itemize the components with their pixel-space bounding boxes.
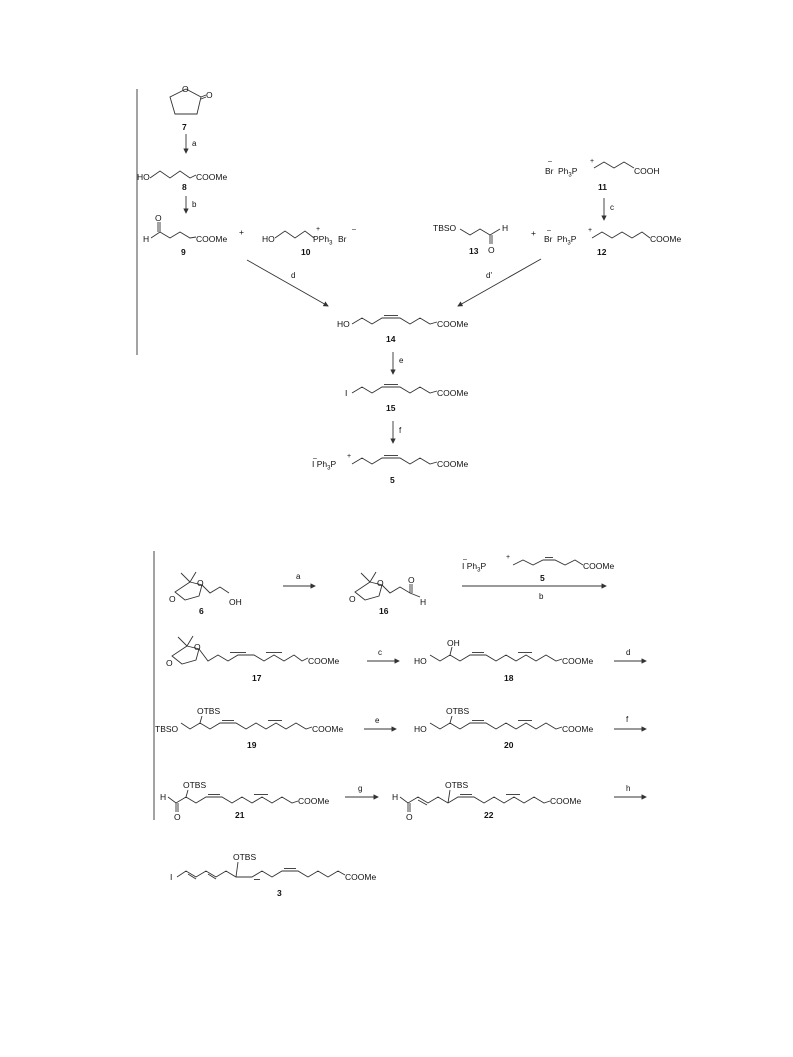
plus-sign-1: + xyxy=(239,227,244,237)
compound-6-o2-label: O xyxy=(169,594,176,604)
compound-16-o1-label: O xyxy=(377,578,384,588)
compound-16-carbonyl-o-label: O xyxy=(408,575,415,585)
reagent-d-scheme1: d xyxy=(291,271,296,280)
compound-5-scheme2-ester-label: COOMe xyxy=(583,561,615,571)
compound-12-number: 12 xyxy=(597,247,607,257)
compound-11-ph3p-label: $Ph_3P$ xyxy=(558,166,578,179)
compound-11-number: 11 xyxy=(598,182,607,192)
compound-12-ester-label: COOMe xyxy=(650,234,682,244)
compound-10-pph-label: PPh$_3$ xyxy=(313,234,333,247)
reagent-e-scheme1: e xyxy=(399,356,404,365)
compound-13-tbso-label: TBSO xyxy=(433,223,457,233)
compound-14-structure xyxy=(352,316,437,325)
compound-12-minus-charge: – xyxy=(547,227,551,234)
compound-20-structure xyxy=(430,716,562,729)
compound-20-otbs-label: OTBS xyxy=(446,706,470,716)
compound-5-scheme2-plus-charge: + xyxy=(506,554,511,561)
compound-3-i-label: I xyxy=(170,872,173,882)
compound-5-structure xyxy=(352,456,437,465)
compound-5-plus-charge: + xyxy=(347,453,352,460)
reagent-c-scheme1: c xyxy=(610,203,614,212)
compound-19-ester-label: COOMe xyxy=(312,724,344,734)
compound-19-tbso-label: TBSO xyxy=(155,724,179,734)
compound-11-plus-charge: + xyxy=(590,158,595,165)
compound-15-i-label: I xyxy=(345,388,348,398)
compound-11-minus-charge: – xyxy=(548,158,552,165)
compound-21-otbs-label: OTBS xyxy=(183,780,207,790)
compound-3-ester-label: COOMe xyxy=(345,872,377,882)
compound-10-plus-charge: + xyxy=(316,226,321,233)
compound-6-number: 6 xyxy=(199,606,204,616)
compound-12-ph3p-label: $Ph_3P$ xyxy=(557,234,577,247)
compound-12-structure xyxy=(592,232,650,238)
compound-21-h-label: H xyxy=(160,792,167,802)
compound-17-number: 17 xyxy=(252,673,262,683)
compound-6-o1-label: O xyxy=(197,578,204,588)
reagent-dprime-scheme1: d' xyxy=(486,271,492,280)
compound-5-number: 5 xyxy=(390,475,395,485)
compound-9-o-label: O xyxy=(155,213,162,223)
reagent-e-scheme2: e xyxy=(375,716,380,725)
arrow-dprime-scheme1 xyxy=(458,259,541,306)
reagent-f-scheme1: f xyxy=(399,426,402,435)
compound-22-number: 22 xyxy=(484,810,494,820)
compound-7-number: 7 xyxy=(182,122,187,132)
compound-9-ester-label: COOMe xyxy=(196,234,228,244)
compound-18-ester-label: COOMe xyxy=(562,656,594,666)
compound-10-ho-label: HO xyxy=(262,234,275,244)
compound-6-oh-label: OH xyxy=(229,597,242,607)
compound-10-number: 10 xyxy=(301,247,311,257)
compound-21-number: 21 xyxy=(235,810,245,820)
compound-19-structure xyxy=(181,716,312,729)
compound-13-o-label: O xyxy=(488,245,495,255)
plus-sign-2: + xyxy=(531,228,536,238)
compound-18-number: 18 xyxy=(504,673,514,683)
reagent-b-scheme2: b xyxy=(539,592,544,601)
compound-9-structure xyxy=(151,222,196,238)
compound-15-number: 15 xyxy=(386,403,396,413)
compound-14-number: 14 xyxy=(386,334,396,344)
compound-13-number: 13 xyxy=(469,246,479,256)
compound-21-ester-label: COOMe xyxy=(298,796,330,806)
compound-14-ester-label: COOMe xyxy=(437,319,469,329)
compound-7-carbonyl-o-label: O xyxy=(206,90,213,100)
compound-19-otbs-label: OTBS xyxy=(197,706,221,716)
compound-5-minus-charge: – xyxy=(313,455,317,462)
compound-15-ester-label: COOMe xyxy=(437,388,469,398)
compound-9-h-label: H xyxy=(143,234,150,244)
compound-5-scheme2-structure xyxy=(513,558,583,566)
compound-22-otbs-label: OTBS xyxy=(445,780,469,790)
compound-12-br-label: Br xyxy=(544,234,553,244)
compound-5-scheme2-minus-charge: – xyxy=(463,556,467,563)
compound-16-number: 16 xyxy=(379,606,389,616)
compound-17-o1-label: O xyxy=(194,642,201,652)
compound-20-number: 20 xyxy=(504,740,514,750)
compound-14-ho-label: HO xyxy=(337,319,350,329)
compound-21-o-label: O xyxy=(174,812,181,822)
compound-8-ester-label: COOMe xyxy=(196,172,228,182)
compound-11-structure xyxy=(594,162,634,168)
compound-22-o-label: O xyxy=(406,812,413,822)
compound-20-ho-label: HO xyxy=(414,724,427,734)
compound-17-o2-label: O xyxy=(166,658,173,668)
compound-10-br-label: Br xyxy=(338,234,347,244)
compound-11-br-label: Br xyxy=(545,166,554,176)
reagent-d-scheme2: d xyxy=(626,648,631,657)
compound-22-structure xyxy=(400,790,550,812)
compound-10-structure xyxy=(275,231,314,238)
compound-3-otbs-label: OTBS xyxy=(233,852,257,862)
compound-20-ester-label: COOMe xyxy=(562,724,594,734)
compound-17-ester-label: COOMe xyxy=(308,656,340,666)
compound-10-minus-charge: – xyxy=(352,226,356,233)
compound-19-number: 19 xyxy=(247,740,257,750)
compound-3-number: 3 xyxy=(277,888,282,898)
compound-22-ester-label: COOMe xyxy=(550,796,582,806)
arrow-d-scheme1 xyxy=(247,260,328,306)
reagent-g-scheme2: g xyxy=(358,784,363,793)
compound-16-o2-label: O xyxy=(349,594,356,604)
compound-21-structure xyxy=(168,790,298,812)
compound-16-h-label: H xyxy=(420,597,427,607)
compound-17-structure xyxy=(172,636,308,664)
reagent-a-scheme1: a xyxy=(192,139,197,148)
compound-22-h-label: H xyxy=(392,792,399,802)
reagent-b-scheme1: b xyxy=(192,200,197,209)
reagent-f-scheme2: f xyxy=(626,715,629,724)
compound-5-ester-label: COOMe xyxy=(437,459,469,469)
compound-12-plus-charge: + xyxy=(588,227,593,234)
compound-11-cooh-label: COOH xyxy=(634,166,660,176)
reagent-a-scheme2: a xyxy=(296,572,301,581)
compound-8-ho-label: HO xyxy=(137,172,150,182)
compound-18-structure xyxy=(430,647,562,661)
compound-5-scheme2-number: 5 xyxy=(540,573,545,583)
compound-18-oh-label: OH xyxy=(447,638,460,648)
compound-15-structure xyxy=(352,385,437,394)
compound-8-structure xyxy=(150,171,196,178)
compound-13-h-label: H xyxy=(502,223,509,233)
compound-5-scheme2-i-ph3p-label: I $Ph_3P$ xyxy=(462,561,487,574)
compound-7-ring-o-label: O xyxy=(182,84,189,94)
compound-13-structure xyxy=(460,229,500,244)
compound-3-structure xyxy=(177,862,345,880)
compound-9-number: 9 xyxy=(181,247,186,257)
reagent-c-scheme2: c xyxy=(378,648,382,657)
compound-5-i-ph3p-label: I $Ph_3P$ xyxy=(312,459,337,472)
compound-8-number: 8 xyxy=(182,182,187,192)
reagent-h-scheme2: h xyxy=(626,784,631,793)
compound-18-ho-label: HO xyxy=(414,656,427,666)
